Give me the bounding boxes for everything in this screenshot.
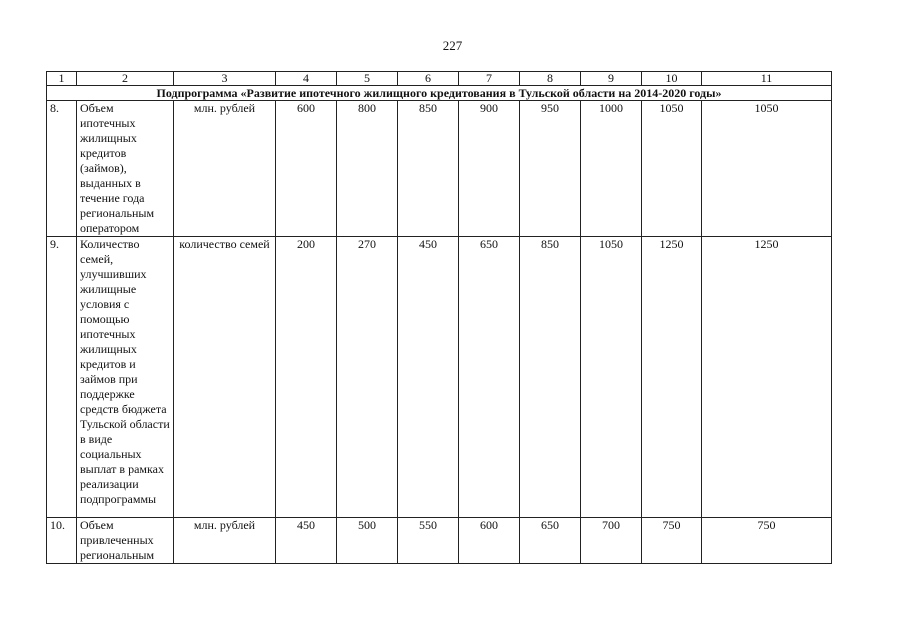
value-cell: 270	[337, 237, 398, 518]
column-header: 10	[642, 72, 702, 86]
indicator-name: Количество семей, улучшивших жилищные условия с помощью ипотечных жилищных кредитов и займов при поддержке средств бюджета Тульской области в виде социальных выплат в рамках реализации подпрограммы	[77, 237, 174, 518]
row-number: 10.	[47, 518, 77, 564]
column-header: 6	[398, 72, 459, 86]
value-cell: 1250	[642, 237, 702, 518]
table-row	[47, 237, 832, 518]
value-cell: 450	[398, 237, 459, 518]
row-number: 8.	[47, 101, 77, 237]
value-cell: 650	[520, 518, 581, 564]
value-cell: 600	[276, 101, 337, 237]
value-cell: 750	[642, 518, 702, 564]
value-cell: 700	[581, 518, 642, 564]
value-cell: 550	[398, 518, 459, 564]
indicators-table	[46, 71, 832, 564]
value-cell: 800	[337, 101, 398, 237]
page-number: 227	[442, 38, 463, 53]
unit-cell: количество семей	[174, 237, 276, 518]
column-header: 3	[174, 72, 276, 86]
value-cell: 850	[398, 101, 459, 237]
table-row	[47, 101, 832, 237]
subprogram-row	[47, 86, 832, 101]
unit-cell: млн. рублей	[174, 518, 276, 564]
column-header: 9	[581, 72, 642, 86]
column-header: 5	[337, 72, 398, 86]
column-header: 7	[459, 72, 520, 86]
column-header: 1	[47, 72, 77, 86]
indicator-name: Объем привлеченных региональным	[77, 518, 174, 564]
value-cell: 1050	[702, 101, 832, 237]
column-header: 4	[276, 72, 337, 86]
unit-cell: млн. рублей	[174, 101, 276, 237]
value-cell: 650	[459, 237, 520, 518]
value-cell: 1000	[581, 101, 642, 237]
value-cell: 1250	[702, 237, 832, 518]
value-cell: 750	[702, 518, 832, 564]
value-cell: 200	[276, 237, 337, 518]
row-number: 9.	[47, 237, 77, 518]
value-cell: 850	[520, 237, 581, 518]
value-cell: 600	[459, 518, 520, 564]
value-cell: 500	[337, 518, 398, 564]
value-cell: 900	[459, 101, 520, 237]
value-cell: 1050	[581, 237, 642, 518]
column-header-row	[47, 72, 832, 86]
subprogram-title: Подпрограмма «Развитие ипотечного жилищного кредитования в Тульской области на 2014-2020 годы»	[47, 86, 832, 101]
table-row	[47, 518, 832, 564]
value-cell: 450	[276, 518, 337, 564]
column-header: 8	[520, 72, 581, 86]
value-cell: 950	[520, 101, 581, 237]
column-header: 11	[702, 72, 832, 86]
column-header: 2	[77, 72, 174, 86]
value-cell: 1050	[642, 101, 702, 237]
indicator-name: Объем ипотечных жилищных кредитов (займов), выданных в течение года региональным оператором	[77, 101, 174, 237]
